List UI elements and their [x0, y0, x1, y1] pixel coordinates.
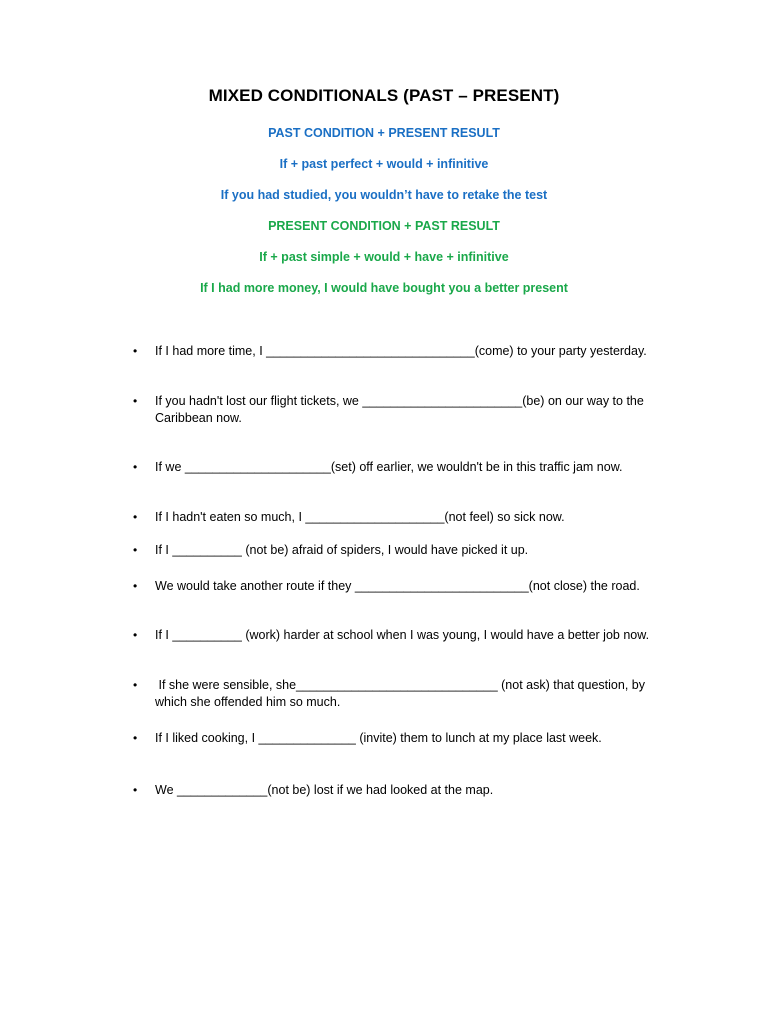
exercise-text: If we _____________________(set) off earlier, we wouldn't be in this traffic jam now.	[155, 460, 623, 474]
exercise-text: If you hadn't lost our flight tickets, we _______________________(be) on our way to the Caribbean now.	[155, 394, 648, 425]
exercise-text: If I __________ (work) harder at school when I was young, I would have a better job now.	[155, 628, 650, 642]
present-condition-formula: If + past simple + would + have + infinitive	[259, 250, 509, 264]
bullet-icon: •	[133, 543, 138, 557]
exercise-text: We _____________(not be) lost if we had looked at the map.	[155, 783, 494, 797]
bullet-icon: •	[133, 678, 138, 692]
past-condition-heading: PAST CONDITION + PRESENT RESULT	[268, 126, 500, 140]
exercise-text: If I __________ (not be) afraid of spiders, I would have picked it up.	[155, 543, 529, 557]
present-condition-example: If I had more money, I would have bought you a better present	[200, 281, 568, 295]
exercise-text: If I liked cooking, I ______________ (invite) them to lunch at my place last week.	[155, 731, 602, 745]
exercise-text: If she were sensible, she_____________________________ (not ask) that question, by which she offended him so much.	[155, 678, 649, 709]
bullet-icon: •	[133, 579, 138, 593]
past-condition-formula: If + past perfect + would + infinitive	[279, 157, 489, 171]
bullet-icon: •	[133, 510, 138, 524]
present-condition-heading: PRESENT CONDITION + PAST RESULT	[268, 219, 500, 233]
bullet-icon: •	[133, 783, 138, 797]
bullet-icon: •	[133, 394, 138, 408]
bullet-icon: •	[133, 731, 138, 745]
exercise-text: We would take another route if they _________________________(not close) the road.	[155, 579, 640, 593]
bullet-icon: •	[133, 628, 138, 642]
page-title: MIXED CONDITIONALS (PAST – PRESENT)	[208, 86, 560, 105]
past-condition-example: If you had studied, you wouldn’t have to retake the test	[220, 188, 548, 202]
exercise-text: If I hadn't eaten so much, I ____________________(not feel) so sick now.	[155, 510, 565, 524]
bullet-icon: •	[133, 460, 138, 474]
bullet-icon: •	[133, 344, 138, 358]
exercise-text: If I had more time, I ______________________________(come) to your party yesterday.	[155, 344, 647, 358]
